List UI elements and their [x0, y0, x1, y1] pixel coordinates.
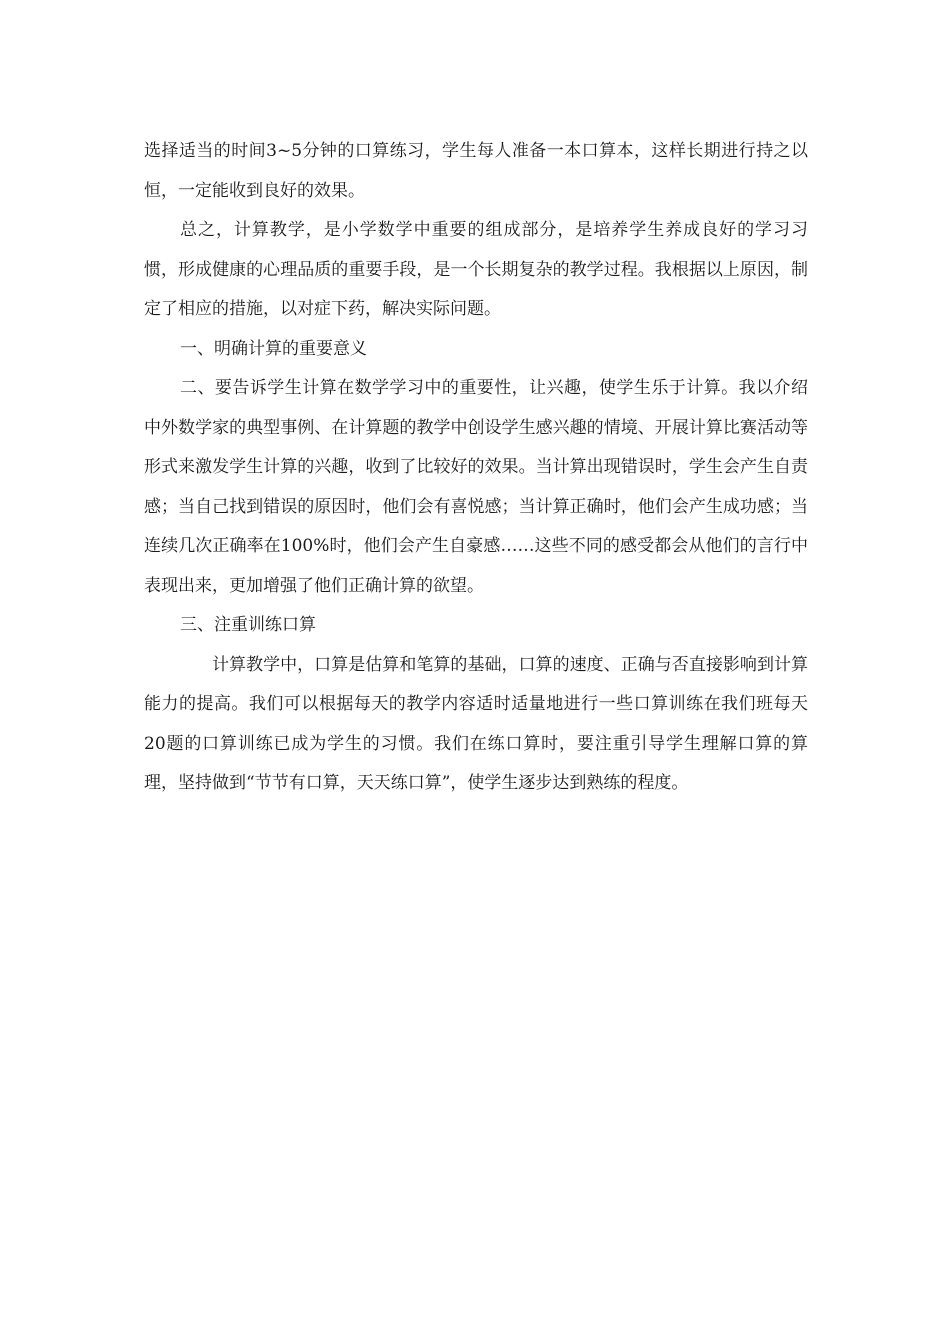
- section-heading-three: 三、注重训练口算: [180, 615, 316, 635]
- document-body: [144, 132, 808, 804]
- paragraph-section-two: 二、要告诉学生计算在数学学习中的重要性，让兴趣，使学生乐于计算。我以介绍中外数学家的典型事例、在计算题的教学中创设学生感兴趣的情境、开展计算比赛活动等形式来激发学生计算的兴趣，收到了比较好的效果。当计算出现错误时，学生会产生自责感；当自己找到错误的原因时，他们会有喜悦感；当计算正确时，他们会产生成功感；当连续几次正确率在100%时，他们会产生自豪感……这些不同的感受都会从他们的言行中表现出来，更加增强了他们正确计算的欲望。: [144, 378, 808, 596]
- paragraph-oral-calculation: 计算教学中，口算是估算和笔算的基础，口算的速度、正确与否直接影响到计算能力的提高。我们可以根据每天的教学内容适时适量地进行一些口算训练在我们班每天20题的口算训练已成为学生的习惯。我们在练口算时，要注重引导学生理解口算的算理，坚持做到“节节有口算，天天练口算”，使学生逐步达到熟练的程度。: [144, 654, 808, 793]
- section-heading-one: 一、明确计算的重要意义: [180, 338, 367, 359]
- paragraph-summary: 总之，计算教学，是小学数学中重要的组成部分，是培养学生养成良好的学习习惯，形成健康的心理品质的重要手段，是一个长期复杂的教学过程。我根据以上原因，制定了相应的措施，以对症下药，解决实际问题。: [144, 220, 808, 319]
- paragraph-continuation: 选择适当的时间3~5分钟的口算练习，学生每人准备一本口算本，这样长期进行持之以恒，一定能收到良好的效果。: [144, 141, 808, 201]
